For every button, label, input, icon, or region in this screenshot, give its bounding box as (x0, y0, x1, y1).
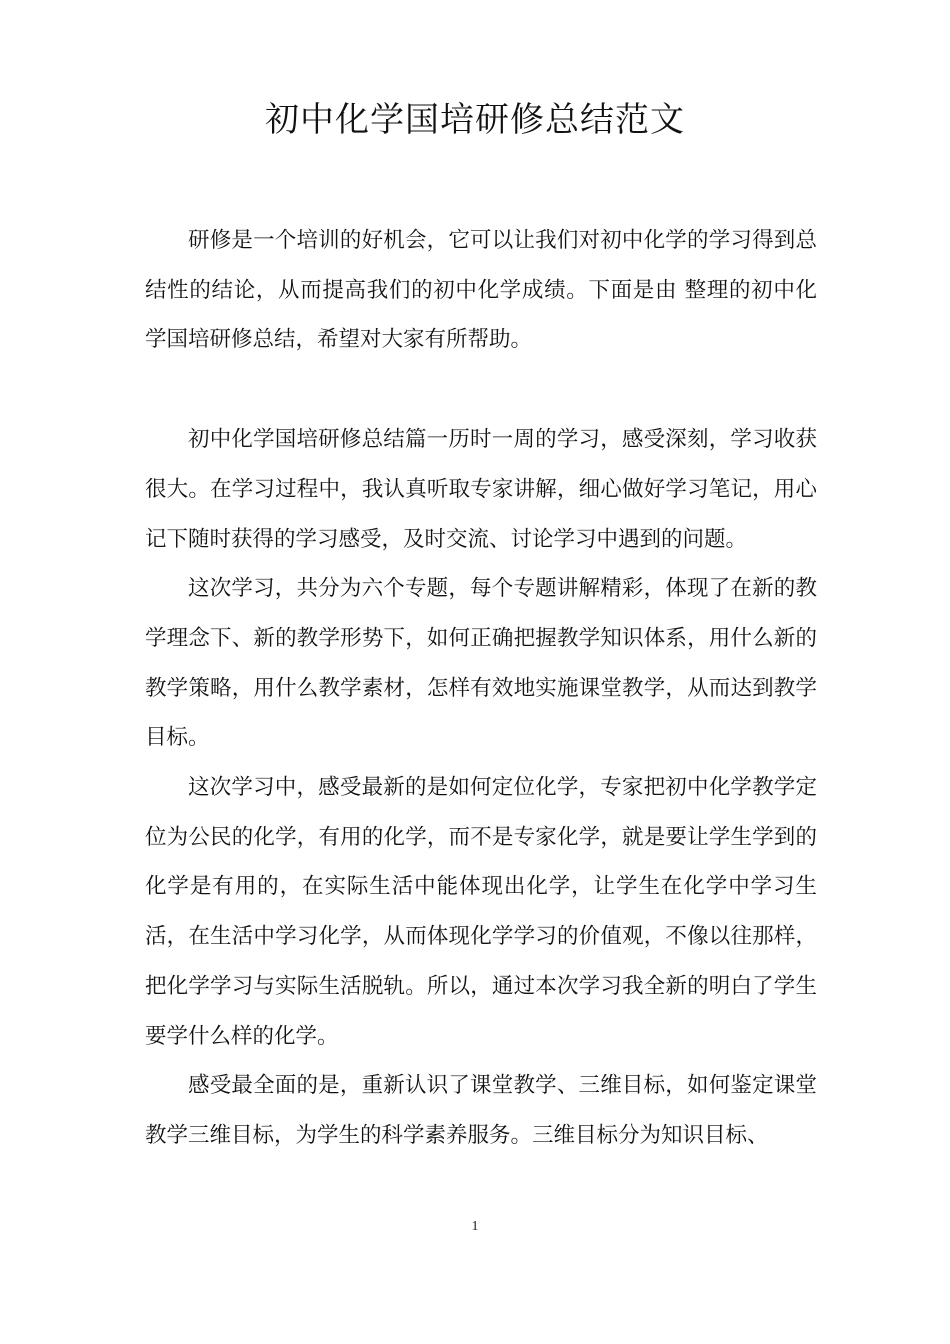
paragraph-3: 这次学习中，感受最新的是如何定位化学，专家把初中化学教学定位为公民的化学，有用的化学，而不是专家化学，就是要让学生学到的化学是有用的，在实际生活中能体现出化学，让学生在化学中学习生活，在生活中学习化学，从而体现化学学习的价值观，不像以往那样，把化学学习与实际生活脱轨。所以，通过本次学习我全新的明白了学生要学什么样的化学。 (145, 775, 817, 1049)
document-body (145, 216, 817, 1161)
page-number: 1 (471, 1219, 479, 1234)
paragraph-4: 感受最全面的是，重新认识了课堂教学、三维目标，如何鉴定课堂教学三维目标，为学生的科学素养服务。三维目标分为知识目标、 (145, 1073, 817, 1148)
paragraph-1: 初中化学国培研修总结篇一历时一周的学习，感受深刻，学习收获很大。在学习过程中，我认真听取专家讲解，细心做好学习笔记，用心记下随时获得的学习感受，及时交流、讨论学习中遇到的问题。 (145, 427, 817, 552)
document-title: 初中化学国培研修总结范文 (265, 100, 685, 140)
paragraph-intro: 研修是一个培训的好机会，它可以让我们对初中化学的学习得到总结性的结论，从而提高我们的初中化学成绩。下面是由 整理的初中化学国培研修总结，希望对大家有所帮助。 (145, 228, 817, 353)
paragraph-2: 这次学习，共分为六个专题，每个专题讲解精彩，体现了在新的教学理念下、新的教学形势下，如何正确把握教学知识体系，用什么新的教学策略，用什么教学素材，怎样有效地实施课堂教学，从而达到教学目标。 (145, 576, 817, 751)
